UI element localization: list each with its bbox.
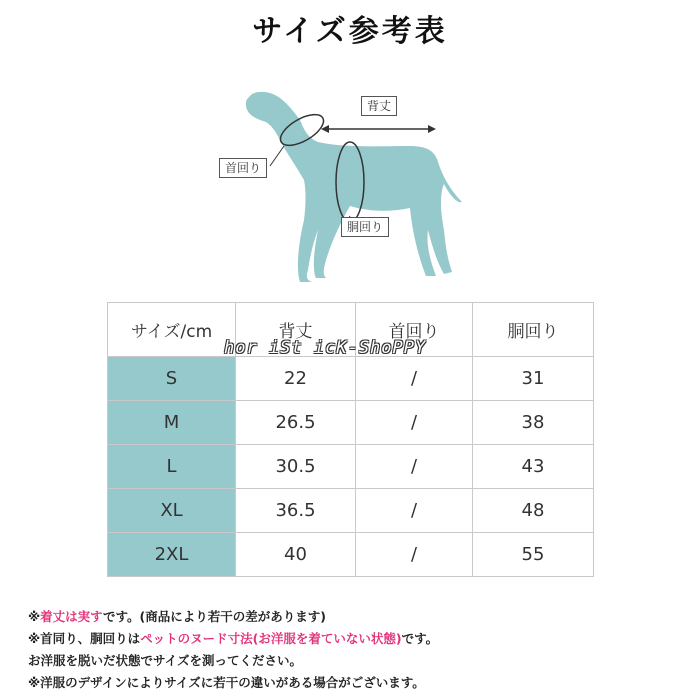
size-cell: L [108, 445, 236, 489]
neck-label: 首回り [219, 158, 267, 178]
header-neck: 首回り [356, 303, 473, 357]
dog-silhouette-icon [200, 80, 500, 290]
length-label: 背丈 [361, 96, 397, 116]
chest-cell: 38 [473, 401, 594, 445]
chest-label: 胴回り [341, 217, 389, 237]
length-cell: 30.5 [236, 445, 356, 489]
note-prefix: ※ [28, 609, 41, 624]
dog-body [246, 92, 462, 282]
page-title: サイズ参考表 [252, 14, 448, 49]
header-chest: 胴回り [473, 303, 594, 357]
length-cell: 36.5 [236, 489, 356, 533]
note-line-4: ※洋服のデザインによりサイズに若干の違いがある場合がございます。 [28, 675, 425, 690]
chest-cell: 31 [473, 357, 594, 401]
note-line-1 [28, 606, 688, 628]
chest-cell: 48 [473, 489, 594, 533]
shop-watermark: hor iSt icK-ShoPPY [224, 338, 427, 358]
neck-cell: / [356, 533, 473, 577]
table-row [108, 489, 594, 533]
notes-section [28, 606, 688, 694]
neck-cell: / [356, 357, 473, 401]
size-cell: M [108, 401, 236, 445]
note-text: です。 [401, 631, 439, 646]
note-line-2 [28, 628, 688, 650]
size-cell: S [108, 357, 236, 401]
chest-cell: 55 [473, 533, 594, 577]
size-cell: XL [108, 489, 236, 533]
chest-cell: 43 [473, 445, 594, 489]
size-cell: 2XL [108, 533, 236, 577]
note-prefix: ※首同り、胴回りは [28, 631, 141, 646]
length-cell: 26.5 [236, 401, 356, 445]
measurement-diagram [200, 80, 500, 290]
header-length: 背丈 [236, 303, 356, 357]
note-text: です。(商品により若干の差があります) [103, 609, 326, 624]
table-row [108, 445, 594, 489]
neck-cell: / [356, 489, 473, 533]
table-row [108, 357, 594, 401]
length-cell: 22 [236, 357, 356, 401]
header-size: サイズ/cm [108, 303, 236, 357]
table-row [108, 401, 594, 445]
note-line-3: お洋服を脱いだ状態でサイズを測ってください。 [28, 653, 303, 668]
note-highlight: 着丈は実す [40, 609, 104, 624]
table-row [108, 533, 594, 577]
length-cell: 40 [236, 533, 356, 577]
neck-cell: / [356, 401, 473, 445]
neck-cell: / [356, 445, 473, 489]
note-highlight: ペットのヌード寸法(お洋服を着ていない状態) [140, 631, 402, 646]
